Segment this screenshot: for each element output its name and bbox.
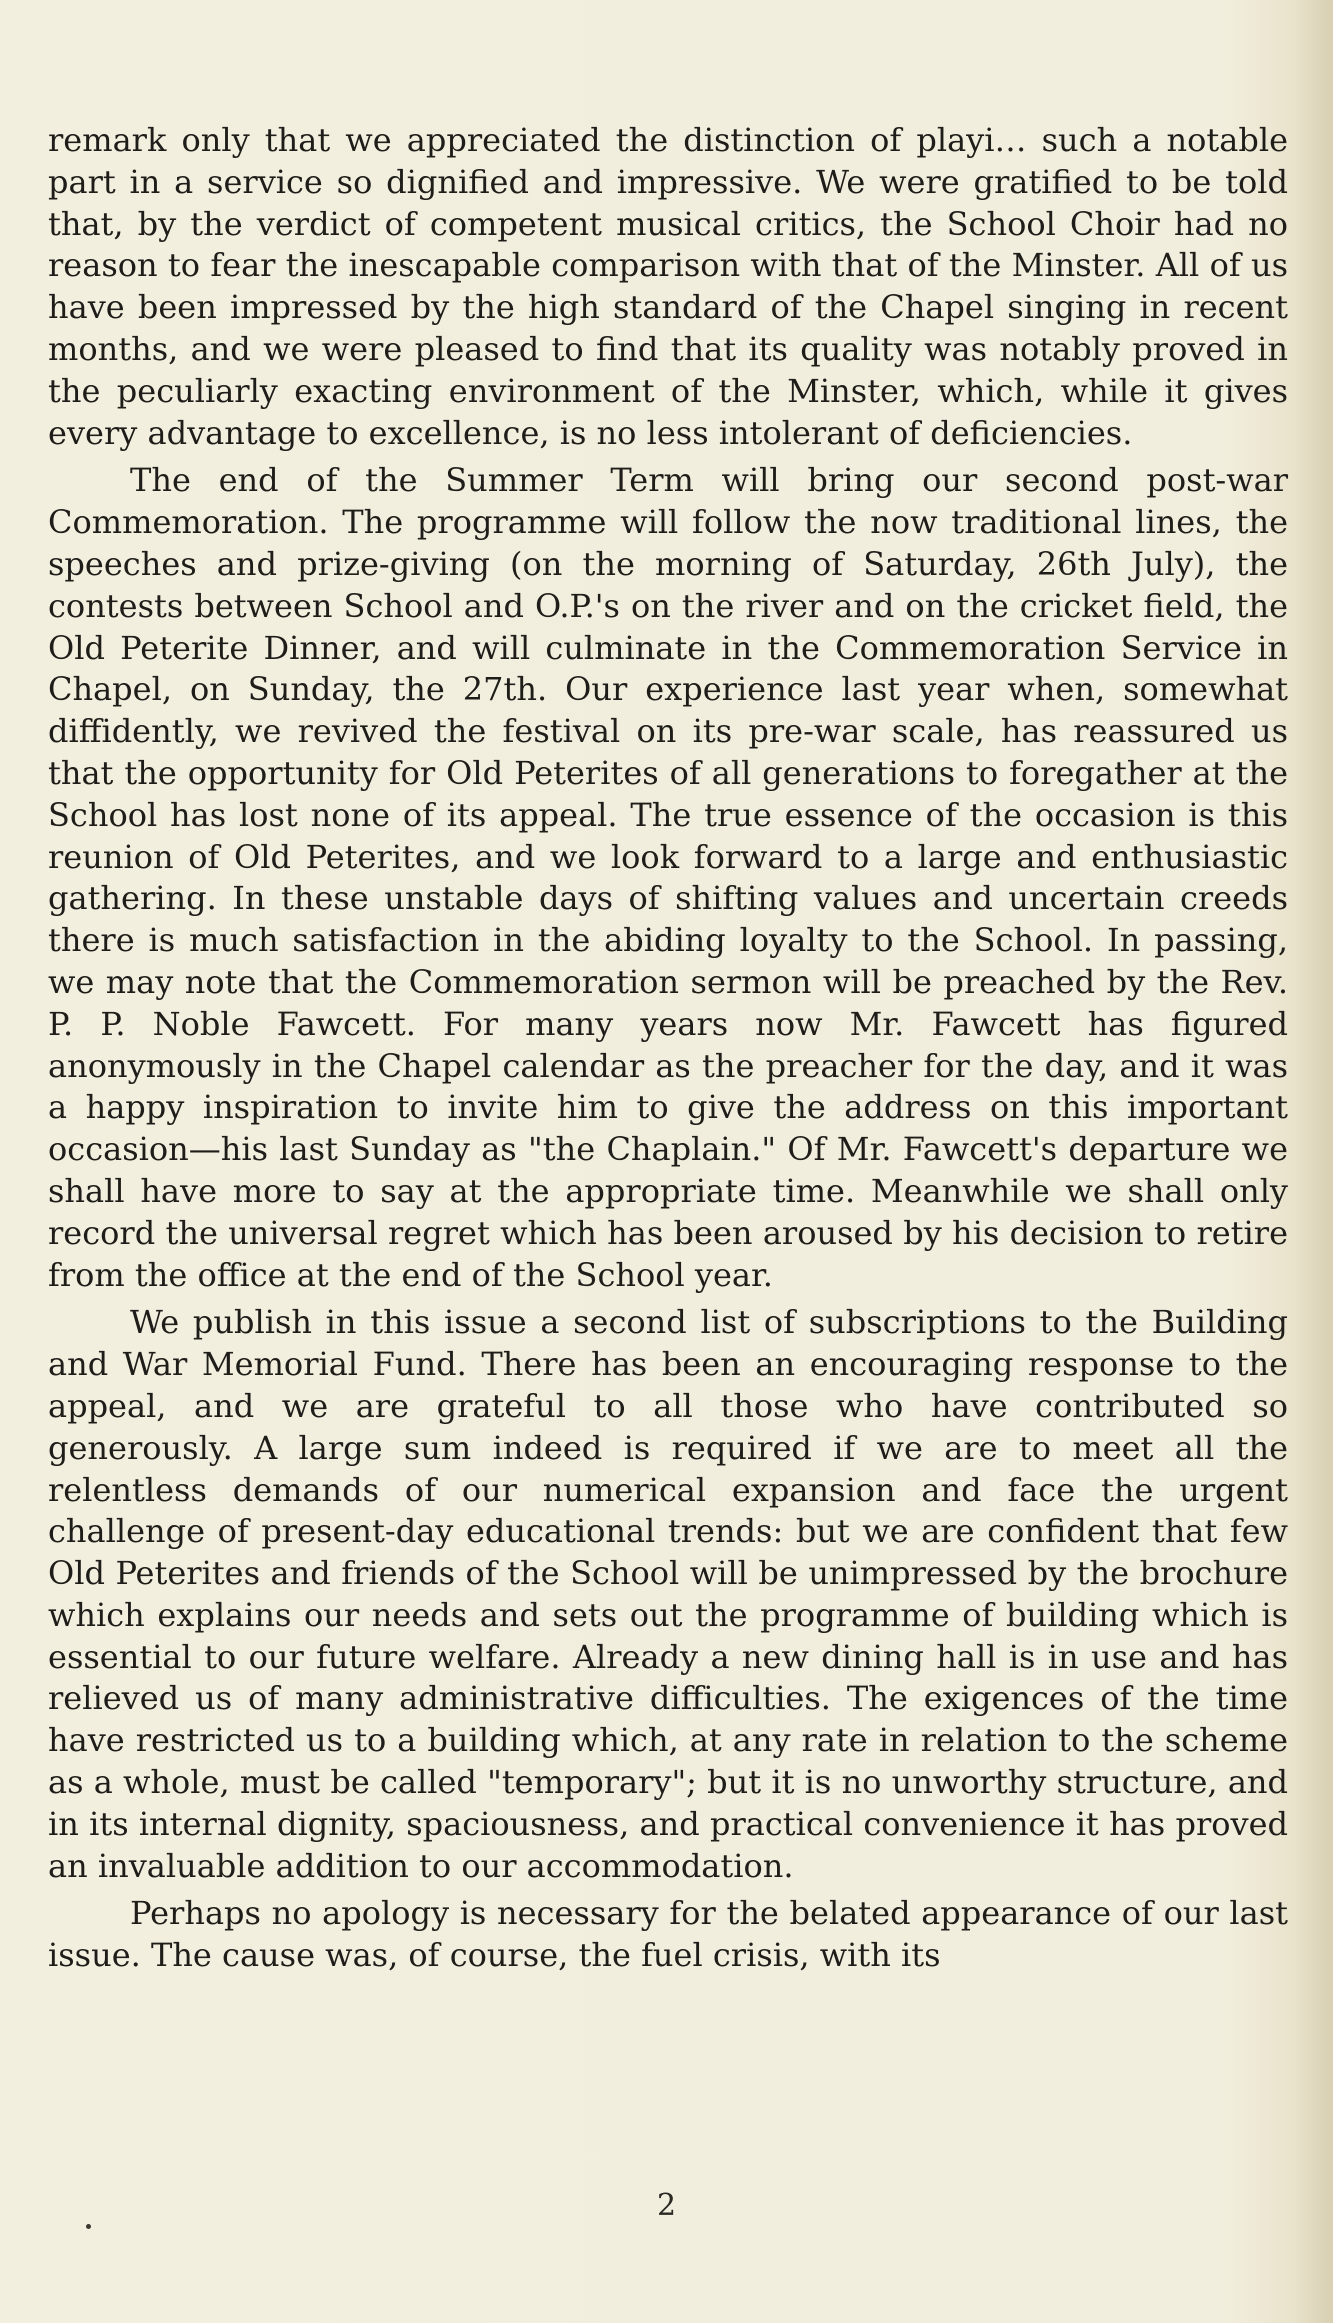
paragraph-building-fund: We publish in this issue a second list of subscriptions to the Building and War Memorial Fund. There has been an encouraging response to the appeal, and we are grateful to all those who have contributed so generously. A large sum indeed is required if we are to meet all the relentless demands of our numerical expansion and face the urgent challenge of present-day educational trends: but we are confident that few Old Peterites and friends of the School will be unimpressed by the brochure which explains our needs and sets out the programme of building which is essential to our future welfare. Already a new dining hall is in use and has relieved us of many administrative difficulties. The exigences of the time have restricted us to a building which, at any rate in relation to the scheme as a whole, must be called "temporary"; but it is no unworthy structure, and in its internal dignity, spaciousness, and practical convenience it has proved an invaluable addition to our accommodation. xyxy=(48,1303,1288,1885)
body-text xyxy=(48,120,1288,1983)
paragraph-belated-issue: Perhaps no apology is necessary for the belated appearance of our last issue. The cause was, of course, the fuel crisis, with its xyxy=(48,1894,1288,1975)
page-number: 2 xyxy=(656,2188,677,2223)
paragraph-commemoration: The end of the Summer Term will bring our second post-war Commemoration. The programme will follow the now traditional lines, the speeches and prize-giving (on the morning of Saturday, 26th July), the contests between School and O.P.'s on the river and on the cricket field, the Old Peterite Dinner, and will culminate in the Commemoration Service in Chapel, on Sunday, the 27th. Our experience last year when, somewhat diffidently, we revived the festival on its pre-war scale, has reassured us that the opportunity for Old Peterites of all generations to foregather at the School has lost none of its appeal. The true essence of the occasion is this reunion of Old Peterites, and we look forward to a large and enthusiastic gathering. In these unstable days of shifting values and uncertain creeds there is much satisfaction in the abiding loyalty to the School. In passing, we may note that the Commemoration sermon will be preached by the Rev. P. P. Noble Fawcett. For many years now Mr. Fawcett has figured anonymously in the Chapel calendar as the preacher for the day, and it was a happy inspiration to invite him to give the address on this important occasion—his last Sunday as "the Chaplain." Of Mr. Fawcett's departure we shall have more to say at the appropriate time. Meanwhile we shall only record the universal regret which has been aroused by his decision to retire from the office at the end of the School year. xyxy=(48,461,1288,1294)
ink-speck xyxy=(86,2224,91,2229)
paragraph-choir: remark only that we appreciated the distinction of playi… such a notable part in a service so dignified and impressive. We were gratified to be told that, by the verdict of competent musical critics, the School Choir had no reason to fear the inescapable comparison with that of the Minster. All of us have been impressed by the high standard of the Chapel singing in recent months, and we were pleased to find that its quality was notably proved in the peculiarly exacting environment of the Minster, which, while it gives every advantage to excellence, is no less intolerant of deficiencies. xyxy=(48,121,1288,452)
